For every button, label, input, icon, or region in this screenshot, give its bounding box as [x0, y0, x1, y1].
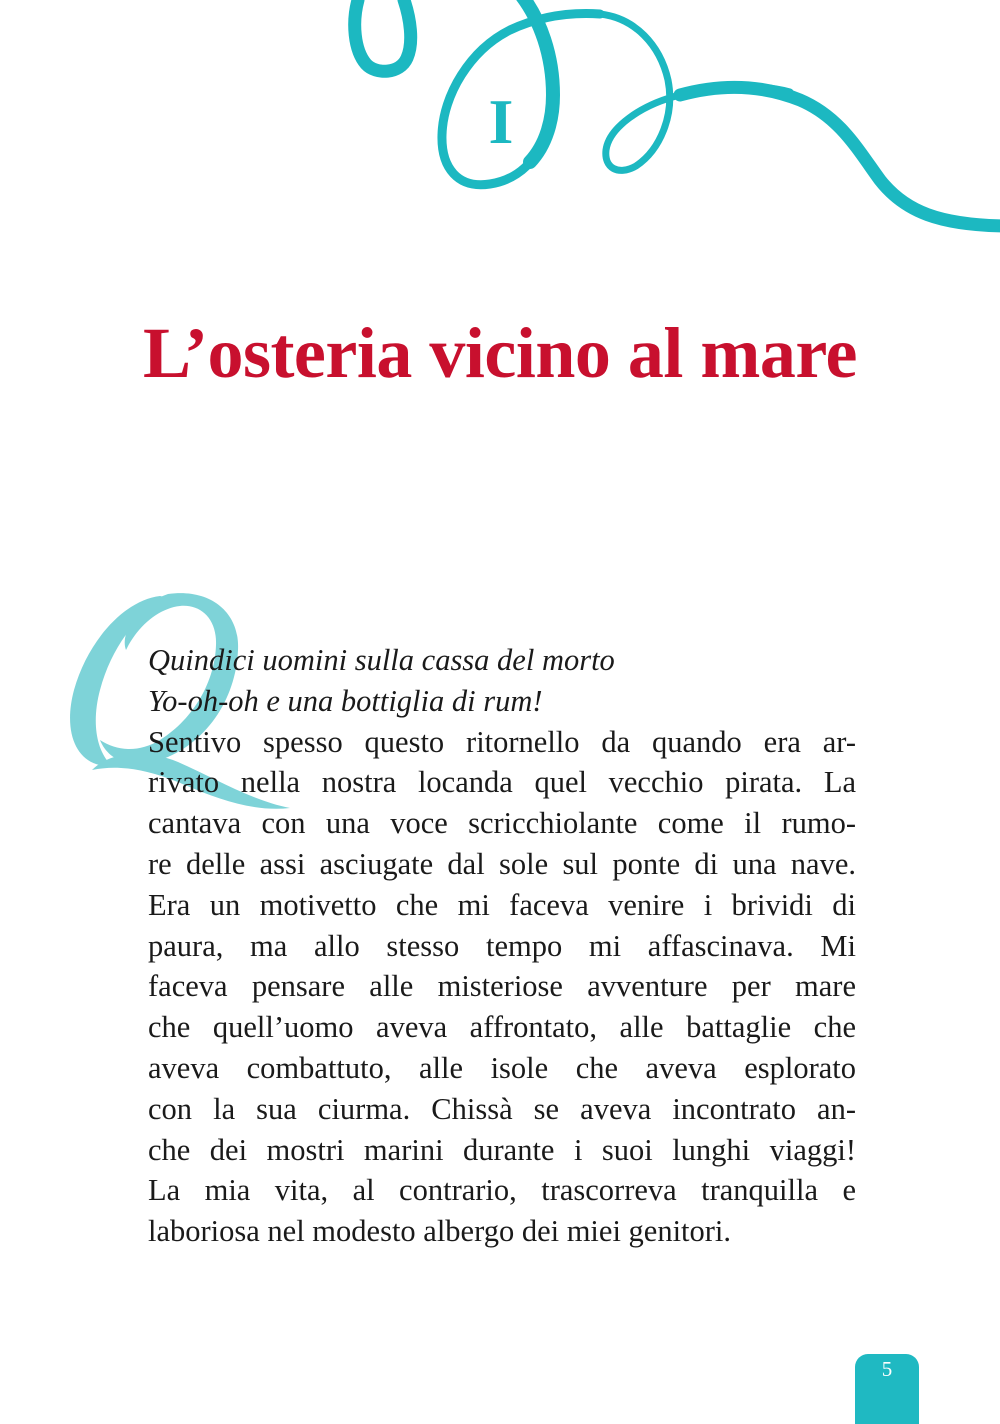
paragraph-line: faceva pensare alle misteriose avventure per mare: [148, 969, 856, 1004]
chapter-number: I: [488, 86, 514, 157]
paragraph-line: cantava con una voce scricchiolante come il rumo-: [148, 806, 856, 841]
page-number-tab: [855, 1354, 919, 1424]
verse-line: Quindici uomini sulla cassa del morto: [148, 643, 615, 677]
paragraph-line: laboriosa nel modesto albergo dei miei genitori.: [148, 1214, 732, 1249]
paragraph-line: Era un motivetto che mi faceva venire i brividi di: [148, 887, 856, 922]
verse-line: Yo-oh-oh e una bottiglia di rum!: [148, 683, 543, 718]
paragraph-line: La mia vita, al contrario, trascorreva tranquilla e: [148, 1173, 856, 1208]
paragraph-line: Sentivo spesso questo ritornello da quando era ar-: [148, 724, 856, 759]
paragraph-line: che quell’uomo aveva affrontato, alle battaglie che: [148, 1010, 856, 1045]
chapter-body: [148, 640, 856, 1252]
paragraph-line: paura, ma allo stesso tempo mi affascinava. Mi: [148, 928, 856, 963]
chapter-title: L’osteria vicino al mare: [143, 313, 857, 393]
paragraph-line: con la sua ciurma. Chissà se aveva incontrato an-: [148, 1091, 856, 1126]
paragraph-line: aveva combattuto, alle isole che aveva esplorato: [148, 1050, 856, 1085]
paragraph-line: che dei mostri marini durante i suoi lunghi viaggi!: [148, 1132, 856, 1167]
paragraph-line: rivato nella nostra locanda quel vecchio pirata. La: [148, 765, 856, 800]
page-number: 5: [881, 1357, 893, 1381]
paragraph-line: re delle assi asciugate dal sole sul ponte di una nave.: [148, 846, 856, 881]
